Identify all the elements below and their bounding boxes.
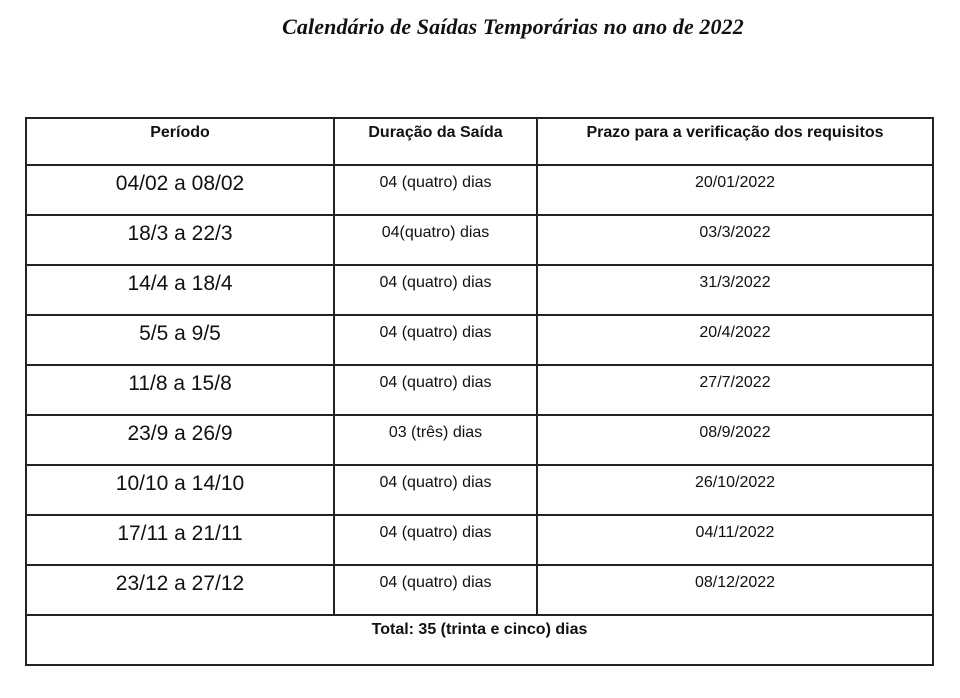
header-row xyxy=(26,118,933,165)
periodo-cell: 18/3 a 22/3 xyxy=(26,215,334,265)
duracao-cell: 04(quatro) dias xyxy=(334,215,537,265)
table-row xyxy=(26,415,933,465)
table-row xyxy=(26,365,933,415)
periodo-cell: 23/12 a 27/12 xyxy=(26,565,334,615)
duracao-cell: 04 (quatro) dias xyxy=(334,315,537,365)
table-row xyxy=(26,165,933,215)
prazo-cell: 31/3/2022 xyxy=(537,265,933,315)
table-row xyxy=(26,465,933,515)
table-row xyxy=(26,265,933,315)
prazo-cell: 20/4/2022 xyxy=(537,315,933,365)
periodo-cell: 04/02 a 08/02 xyxy=(26,165,334,215)
table-row xyxy=(26,215,933,265)
duracao-cell: 04 (quatro) dias xyxy=(334,265,537,315)
table-row xyxy=(26,515,933,565)
duracao-cell: 04 (quatro) dias xyxy=(334,365,537,415)
prazo-cell: 26/10/2022 xyxy=(537,465,933,515)
prazo-cell: 03/3/2022 xyxy=(537,215,933,265)
header-prazo: Prazo para a verificação dos requisitos xyxy=(537,118,933,165)
header-duracao: Duração da Saída xyxy=(334,118,537,165)
document-title: Calendário de Saídas Temporárias no ano de 2022 xyxy=(282,14,744,39)
table-row xyxy=(26,315,933,365)
duracao-cell: 04 (quatro) dias xyxy=(334,565,537,615)
prazo-cell: 20/01/2022 xyxy=(537,165,933,215)
prazo-cell: 08/12/2022 xyxy=(537,565,933,615)
table-row xyxy=(26,565,933,615)
periodo-cell: 23/9 a 26/9 xyxy=(26,415,334,465)
prazo-cell: 27/7/2022 xyxy=(537,365,933,415)
duracao-cell: 04 (quatro) dias xyxy=(334,165,537,215)
total-cell: Total: 35 (trinta e cinco) dias xyxy=(26,615,933,665)
periodo-cell: 10/10 a 14/10 xyxy=(26,465,334,515)
periodo-cell: 5/5 a 9/5 xyxy=(26,315,334,365)
duracao-cell: 04 (quatro) dias xyxy=(334,515,537,565)
calendar-table xyxy=(25,117,934,666)
periodo-cell: 11/8 a 15/8 xyxy=(26,365,334,415)
prazo-cell: 08/9/2022 xyxy=(537,415,933,465)
header-periodo: Período xyxy=(26,118,334,165)
periodo-cell: 17/11 a 21/11 xyxy=(26,515,334,565)
duracao-cell: 03 (três) dias xyxy=(334,415,537,465)
prazo-cell: 04/11/2022 xyxy=(537,515,933,565)
duracao-cell: 04 (quatro) dias xyxy=(334,465,537,515)
periodo-cell: 14/4 a 18/4 xyxy=(26,265,334,315)
total-row xyxy=(26,615,933,665)
